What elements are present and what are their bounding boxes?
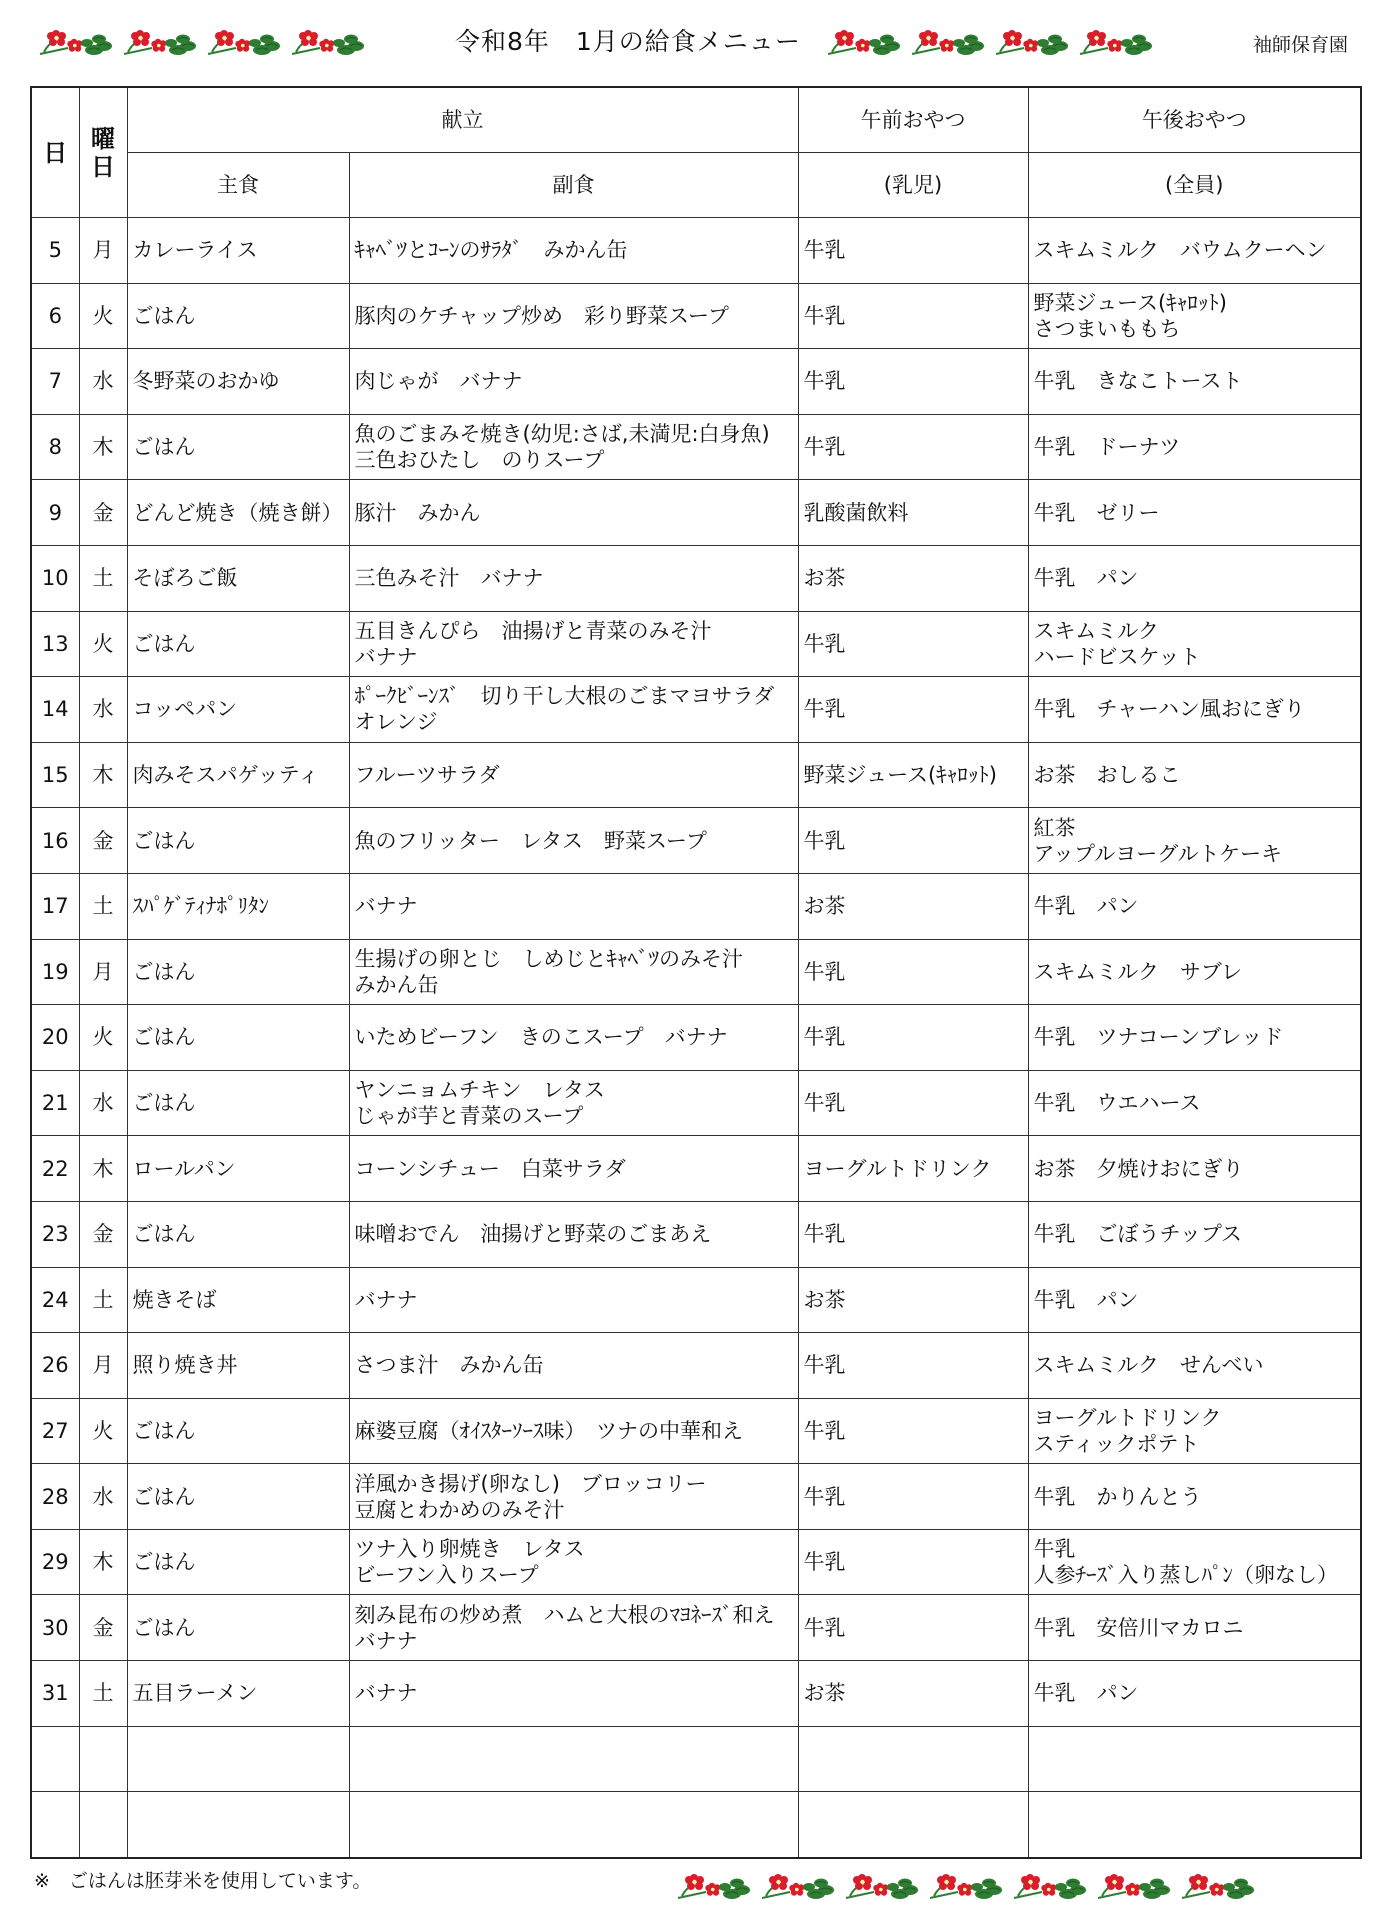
day-cell: 10	[31, 545, 79, 611]
table-row	[31, 1136, 1361, 1202]
am-snack-cell: 牛乳	[798, 939, 1028, 1005]
weekday-cell: 土	[79, 873, 127, 939]
header-am-snack: 午前おやつ	[798, 87, 1028, 153]
table-row	[31, 1595, 1361, 1661]
plum-blossom-and-pine-icon	[290, 24, 366, 60]
table-row	[31, 1267, 1361, 1333]
staple-cell: 冬野菜のおかゆ	[127, 349, 349, 415]
am-snack-cell: 牛乳	[798, 414, 1028, 480]
staple-cell: ごはん	[127, 1201, 349, 1267]
side-dish-cell	[349, 611, 798, 677]
am-snack-cell: 牛乳	[798, 677, 1028, 743]
day-cell: 23	[31, 1201, 79, 1267]
staple-cell: ロールパン	[127, 1136, 349, 1202]
weekday-cell: 金	[79, 1201, 127, 1267]
header-menu: 献立	[127, 87, 798, 153]
plum-blossom-and-pine-icon	[676, 1868, 752, 1904]
weekday-cell: 木	[79, 1529, 127, 1595]
staple-cell: 五目ラーメン	[127, 1661, 349, 1727]
am-snack-cell: 牛乳	[798, 1595, 1028, 1661]
side-dish-cell	[349, 1201, 798, 1267]
pm-snack-cell	[1028, 349, 1361, 415]
side-dish-cell	[349, 545, 798, 611]
pm-snack-line: 人参ﾁｰｽﾞ入り蒸しﾊﾟﾝ（卵なし）	[1033, 1563, 1338, 1588]
day-cell: 24	[31, 1267, 79, 1333]
table-row	[31, 939, 1361, 1005]
weekday-cell: 水	[79, 1464, 127, 1530]
table-row	[31, 218, 1361, 284]
pm-snack-line: 牛乳 パン	[1033, 894, 1139, 919]
blank-cell	[798, 1792, 1028, 1858]
staple-cell: ｽﾊﾟｹﾞﾃｨﾅﾎﾟﾘﾀﾝ	[127, 873, 349, 939]
plum-blossom-and-pine-icon	[994, 24, 1070, 60]
side-dish-line: 麻婆豆腐（ｵｲｽﾀｰｿｰｽ味） ツナの中華和え	[354, 1418, 743, 1443]
side-dish-line: みかん缶	[354, 972, 439, 997]
pm-snack-cell	[1028, 808, 1361, 874]
side-dish-line: バナナ	[354, 1628, 418, 1653]
pm-snack-line: ヨーグルトドリンク	[1033, 1405, 1222, 1430]
day-cell: 7	[31, 349, 79, 415]
staple-cell: ごはん	[127, 414, 349, 480]
pm-snack-line: お茶 夕焼けおにぎり	[1033, 1156, 1244, 1181]
day-cell: 20	[31, 1005, 79, 1071]
pm-snack-cell	[1028, 873, 1361, 939]
pm-snack-line: 牛乳 かりんとう	[1033, 1484, 1202, 1509]
side-dish-line: 魚のごまみそ焼き(幼児:さば,未満児:白身魚)	[354, 422, 770, 447]
header-am-target: (乳児)	[798, 153, 1028, 218]
day-cell: 8	[31, 414, 79, 480]
side-dish-line: 刻み昆布の炒め煮 ハムと大根のﾏﾖﾈｰｽﾞ和え	[354, 1602, 775, 1627]
table-row	[31, 545, 1361, 611]
am-snack-cell: 牛乳	[798, 1005, 1028, 1071]
am-snack-cell: お茶	[798, 545, 1028, 611]
blank-cell	[349, 1792, 798, 1858]
side-dish-line: 豆腐とわかめのみそ汁	[354, 1497, 565, 1522]
weekday-cell: 火	[79, 1005, 127, 1071]
pm-snack-cell	[1028, 939, 1361, 1005]
day-cell: 22	[31, 1136, 79, 1202]
side-dish-line: ｷｬﾍﾞﾂとｺｰﾝのｻﾗﾀﾞ みかん缶	[354, 238, 628, 263]
footer-note: ※ ごはんは胚芽米を使用しています。	[34, 1870, 372, 1892]
pm-snack-line: さつまいももち	[1033, 316, 1181, 341]
side-dish-cell	[349, 1529, 798, 1595]
side-dish-line: 三色おひたし のりスープ	[354, 448, 605, 473]
pm-snack-line: 牛乳 ごぼうチップス	[1033, 1222, 1243, 1247]
plum-blossom-and-pine-icon	[1078, 24, 1154, 60]
table-row	[31, 1201, 1361, 1267]
day-cell: 14	[31, 677, 79, 743]
side-dish-line: 魚のフリッター レタス 野菜スープ	[354, 828, 707, 853]
weekday-cell: 水	[79, 349, 127, 415]
pm-snack-cell	[1028, 1201, 1361, 1267]
pm-snack-cell	[1028, 1529, 1361, 1595]
am-snack-cell: 乳酸菌飲料	[798, 480, 1028, 546]
pm-snack-line: スキムミルク	[1033, 618, 1159, 643]
page-header	[0, 0, 1389, 80]
menu-table	[30, 86, 1362, 1859]
day-cell: 30	[31, 1595, 79, 1661]
table-row	[31, 1070, 1361, 1136]
side-dish-cell	[349, 283, 798, 349]
pm-snack-cell	[1028, 1661, 1361, 1727]
staple-cell: ごはん	[127, 1595, 349, 1661]
blank-cell	[127, 1726, 349, 1792]
staple-cell: ごはん	[127, 1005, 349, 1071]
weekday-cell: 金	[79, 480, 127, 546]
side-dish-line: バナナ	[354, 1287, 418, 1312]
staple-cell: 焼きそば	[127, 1267, 349, 1333]
pm-snack-line: 牛乳	[1033, 1537, 1076, 1562]
side-dish-line: バナナ	[354, 1681, 418, 1706]
am-snack-cell: 牛乳	[798, 1333, 1028, 1399]
plum-blossom-and-pine-icon	[38, 24, 114, 60]
table-row	[31, 1661, 1361, 1727]
pm-snack-line: 牛乳 ウエハース	[1033, 1091, 1201, 1116]
table-row	[31, 808, 1361, 874]
decoration-right	[826, 24, 1154, 64]
side-dish-cell	[349, 677, 798, 743]
day-cell: 26	[31, 1333, 79, 1399]
table-row	[31, 677, 1361, 743]
weekday-cell: 月	[79, 218, 127, 284]
plum-blossom-and-pine-icon	[1096, 1868, 1172, 1904]
pm-snack-line: 野菜ジュース(ｷｬﾛｯﾄ)	[1033, 290, 1227, 315]
header-staple: 主食	[127, 153, 349, 218]
weekday-cell: 水	[79, 1070, 127, 1136]
pm-snack-cell	[1028, 1464, 1361, 1530]
weekday-cell: 土	[79, 545, 127, 611]
blank-row	[31, 1792, 1361, 1858]
day-cell: 28	[31, 1464, 79, 1530]
pm-snack-line: 牛乳 ドーナツ	[1033, 435, 1181, 460]
pm-snack-cell	[1028, 1398, 1361, 1464]
side-dish-line: 洋風かき揚げ(卵なし) ブロッコリー	[354, 1471, 707, 1496]
staple-cell: ごはん	[127, 1529, 349, 1595]
side-dish-cell	[349, 1464, 798, 1530]
pm-snack-line: 牛乳 パン	[1033, 566, 1139, 591]
menu-body	[31, 218, 1361, 1858]
am-snack-cell: 牛乳	[798, 1398, 1028, 1464]
header-weekday: 曜日	[79, 87, 127, 218]
am-snack-cell: 牛乳	[798, 611, 1028, 677]
day-cell: 31	[31, 1661, 79, 1727]
side-dish-cell	[349, 1070, 798, 1136]
pm-snack-line: お茶 おしるこ	[1033, 763, 1181, 788]
side-dish-cell	[349, 1267, 798, 1333]
decoration-left	[38, 24, 366, 64]
blank-cell	[349, 1726, 798, 1792]
pm-snack-cell	[1028, 742, 1361, 808]
pm-snack-line: 牛乳 ツナコーンブレッド	[1033, 1025, 1284, 1050]
am-snack-cell: お茶	[798, 1267, 1028, 1333]
side-dish-line: ビーフン入りスープ	[354, 1563, 539, 1588]
side-dish-cell	[349, 1333, 798, 1399]
am-snack-cell: お茶	[798, 1661, 1028, 1727]
pm-snack-line: スキムミルク バウムクーヘン	[1033, 238, 1327, 263]
side-dish-line: フルーツサラダ	[354, 763, 500, 788]
staple-cell: ごはん	[127, 808, 349, 874]
side-dish-cell	[349, 218, 798, 284]
staple-cell: カレーライス	[127, 218, 349, 284]
blank-cell	[127, 1792, 349, 1858]
weekday-cell: 火	[79, 283, 127, 349]
weekday-cell: 木	[79, 1136, 127, 1202]
side-dish-line: ﾎﾟｰｸﾋﾞｰﾝｽﾞ 切り干し大根のごまマヨサラダ	[354, 684, 775, 709]
side-dish-line: 肉じゃが バナナ	[354, 369, 523, 394]
staple-cell: そぼろご飯	[127, 545, 349, 611]
side-dish-line: オレンジ	[354, 710, 438, 735]
day-cell: 19	[31, 939, 79, 1005]
staple-cell: ごはん	[127, 1464, 349, 1530]
side-dish-line: いためビーフン きのこスープ バナナ	[354, 1025, 728, 1050]
weekday-cell: 土	[79, 1661, 127, 1727]
plum-blossom-and-pine-icon	[844, 1868, 920, 1904]
plum-blossom-and-pine-icon	[928, 1868, 1004, 1904]
pm-snack-cell	[1028, 1267, 1361, 1333]
table-row	[31, 414, 1361, 480]
weekday-cell: 月	[79, 939, 127, 1005]
am-snack-cell: 牛乳	[798, 1201, 1028, 1267]
side-dish-cell	[349, 808, 798, 874]
am-snack-cell: 牛乳	[798, 218, 1028, 284]
am-snack-cell: 牛乳	[798, 808, 1028, 874]
staple-cell: ごはん	[127, 1070, 349, 1136]
plum-blossom-and-pine-icon	[206, 24, 282, 60]
side-dish-cell	[349, 873, 798, 939]
weekday-cell: 火	[79, 611, 127, 677]
staple-cell: コッペパン	[127, 677, 349, 743]
pm-snack-cell	[1028, 1595, 1361, 1661]
table-row	[31, 1529, 1361, 1595]
table-row	[31, 742, 1361, 808]
day-cell: 29	[31, 1529, 79, 1595]
weekday-cell: 火	[79, 1398, 127, 1464]
day-cell: 6	[31, 283, 79, 349]
side-dish-cell	[349, 480, 798, 546]
table-row	[31, 349, 1361, 415]
table-row	[31, 480, 1361, 546]
side-dish-line: 五目きんぴら 油揚げと青菜のみそ汁	[354, 618, 712, 643]
side-dish-cell	[349, 1661, 798, 1727]
pm-snack-cell	[1028, 611, 1361, 677]
side-dish-cell	[349, 414, 798, 480]
pm-snack-line: 紅茶	[1033, 815, 1076, 840]
header-day: 日	[31, 87, 79, 218]
side-dish-line: バナナ	[354, 644, 418, 669]
staple-cell: 肉みそスパゲッティ	[127, 742, 349, 808]
weekday-cell: 木	[79, 414, 127, 480]
staple-cell: ごはん	[127, 611, 349, 677]
day-cell: 5	[31, 218, 79, 284]
pm-snack-line: スキムミルク せんべい	[1033, 1353, 1264, 1378]
day-cell: 21	[31, 1070, 79, 1136]
blank-cell	[79, 1726, 127, 1792]
side-dish-cell	[349, 1398, 798, 1464]
table-row	[31, 1464, 1361, 1530]
decoration-bottom	[676, 1868, 1256, 1904]
staple-cell: 照り焼き丼	[127, 1333, 349, 1399]
table-row	[31, 1398, 1361, 1464]
header-pm-target: (全員)	[1028, 153, 1361, 218]
am-snack-cell: 野菜ジュース(ｷｬﾛｯﾄ)	[798, 742, 1028, 808]
pm-snack-cell	[1028, 1333, 1361, 1399]
am-snack-cell: 牛乳	[798, 1464, 1028, 1530]
pm-snack-cell	[1028, 480, 1361, 546]
staple-cell: どんど焼き（焼き餅）	[127, 480, 349, 546]
side-dish-line: 味噌おでん 油揚げと野菜のごまあえ	[354, 1222, 712, 1247]
am-snack-cell: 牛乳	[798, 283, 1028, 349]
school-name: 袖師保育園	[1253, 34, 1349, 56]
pm-snack-cell	[1028, 677, 1361, 743]
page-title: 令和8年 1月の給食メニュー	[455, 27, 801, 56]
side-dish-line: 三色みそ汁 バナナ	[354, 566, 544, 591]
pm-snack-line: 牛乳 パン	[1033, 1681, 1139, 1706]
side-dish-line: さつま汁 みかん缶	[354, 1353, 544, 1378]
blank-cell	[798, 1726, 1028, 1792]
pm-snack-cell	[1028, 218, 1361, 284]
staple-cell: ごはん	[127, 1398, 349, 1464]
side-dish-line: ツナ入り卵焼き レタス	[354, 1537, 585, 1562]
pm-snack-line: 牛乳 きなこトースト	[1033, 369, 1243, 394]
side-dish-line: ヤンニョムチキン レタス	[354, 1078, 605, 1103]
day-cell: 13	[31, 611, 79, 677]
side-dish-line: コーンシチュー 白菜サラダ	[354, 1156, 626, 1181]
table-row	[31, 283, 1361, 349]
side-dish-cell	[349, 349, 798, 415]
plum-blossom-and-pine-icon	[122, 24, 198, 60]
pm-snack-cell	[1028, 283, 1361, 349]
weekday-cell: 金	[79, 808, 127, 874]
am-snack-cell: 牛乳	[798, 349, 1028, 415]
blank-row	[31, 1726, 1361, 1792]
plum-blossom-and-pine-icon	[826, 24, 902, 60]
pm-snack-line: スキムミルク サブレ	[1033, 959, 1243, 984]
pm-snack-line: 牛乳 パン	[1033, 1287, 1139, 1312]
blank-cell	[1028, 1726, 1361, 1792]
header-pm-snack: 午後おやつ	[1028, 87, 1361, 153]
am-snack-cell: ヨーグルトドリンク	[798, 1136, 1028, 1202]
blank-cell	[79, 1792, 127, 1858]
weekday-cell: 月	[79, 1333, 127, 1399]
pm-snack-cell	[1028, 1136, 1361, 1202]
plum-blossom-and-pine-icon	[910, 24, 986, 60]
pm-snack-cell	[1028, 1070, 1361, 1136]
plum-blossom-and-pine-icon	[1180, 1868, 1256, 1904]
blank-cell	[31, 1726, 79, 1792]
side-dish-line: 生揚げの卵とじ しめじとｷｬﾍﾞﾂのみそ汁	[354, 946, 743, 971]
pm-snack-line: 牛乳 安倍川マカロニ	[1033, 1615, 1244, 1640]
side-dish-line: じゃが芋と青菜のスープ	[354, 1104, 584, 1129]
pm-snack-line: 牛乳 ゼリー	[1033, 500, 1160, 525]
side-dish-line: 豚汁 みかん	[354, 500, 481, 525]
weekday-cell: 金	[79, 1595, 127, 1661]
side-dish-cell	[349, 939, 798, 1005]
am-snack-cell: お茶	[798, 873, 1028, 939]
staple-cell: ごはん	[127, 939, 349, 1005]
side-dish-cell	[349, 1595, 798, 1661]
side-dish-cell	[349, 1005, 798, 1071]
day-cell: 16	[31, 808, 79, 874]
side-dish-cell	[349, 1136, 798, 1202]
am-snack-cell: 牛乳	[798, 1070, 1028, 1136]
day-cell: 17	[31, 873, 79, 939]
table-row	[31, 873, 1361, 939]
plum-blossom-and-pine-icon	[1012, 1868, 1088, 1904]
staple-cell: ごはん	[127, 283, 349, 349]
pm-snack-cell	[1028, 545, 1361, 611]
header-side: 副食	[349, 153, 798, 218]
pm-snack-cell	[1028, 1005, 1361, 1071]
day-cell: 27	[31, 1398, 79, 1464]
side-dish-line: 豚肉のケチャップ炒め 彩り野菜スープ	[354, 303, 729, 328]
pm-snack-line: スティックポテト	[1033, 1431, 1200, 1456]
plum-blossom-and-pine-icon	[760, 1868, 836, 1904]
pm-snack-line: アップルヨーグルトケーキ	[1033, 841, 1283, 866]
pm-snack-cell	[1028, 414, 1361, 480]
pm-snack-line: ハードビスケット	[1033, 644, 1201, 669]
blank-cell	[31, 1792, 79, 1858]
weekday-cell: 木	[79, 742, 127, 808]
day-cell: 9	[31, 480, 79, 546]
table-row	[31, 1005, 1361, 1071]
pm-snack-line: 牛乳 チャーハン風おにぎり	[1033, 697, 1305, 722]
day-cell: 15	[31, 742, 79, 808]
weekday-cell: 水	[79, 677, 127, 743]
weekday-cell: 土	[79, 1267, 127, 1333]
am-snack-cell: 牛乳	[798, 1529, 1028, 1595]
table-row	[31, 611, 1361, 677]
table-row	[31, 1333, 1361, 1399]
side-dish-cell	[349, 742, 798, 808]
blank-cell	[1028, 1792, 1361, 1858]
side-dish-line: バナナ	[354, 894, 418, 919]
